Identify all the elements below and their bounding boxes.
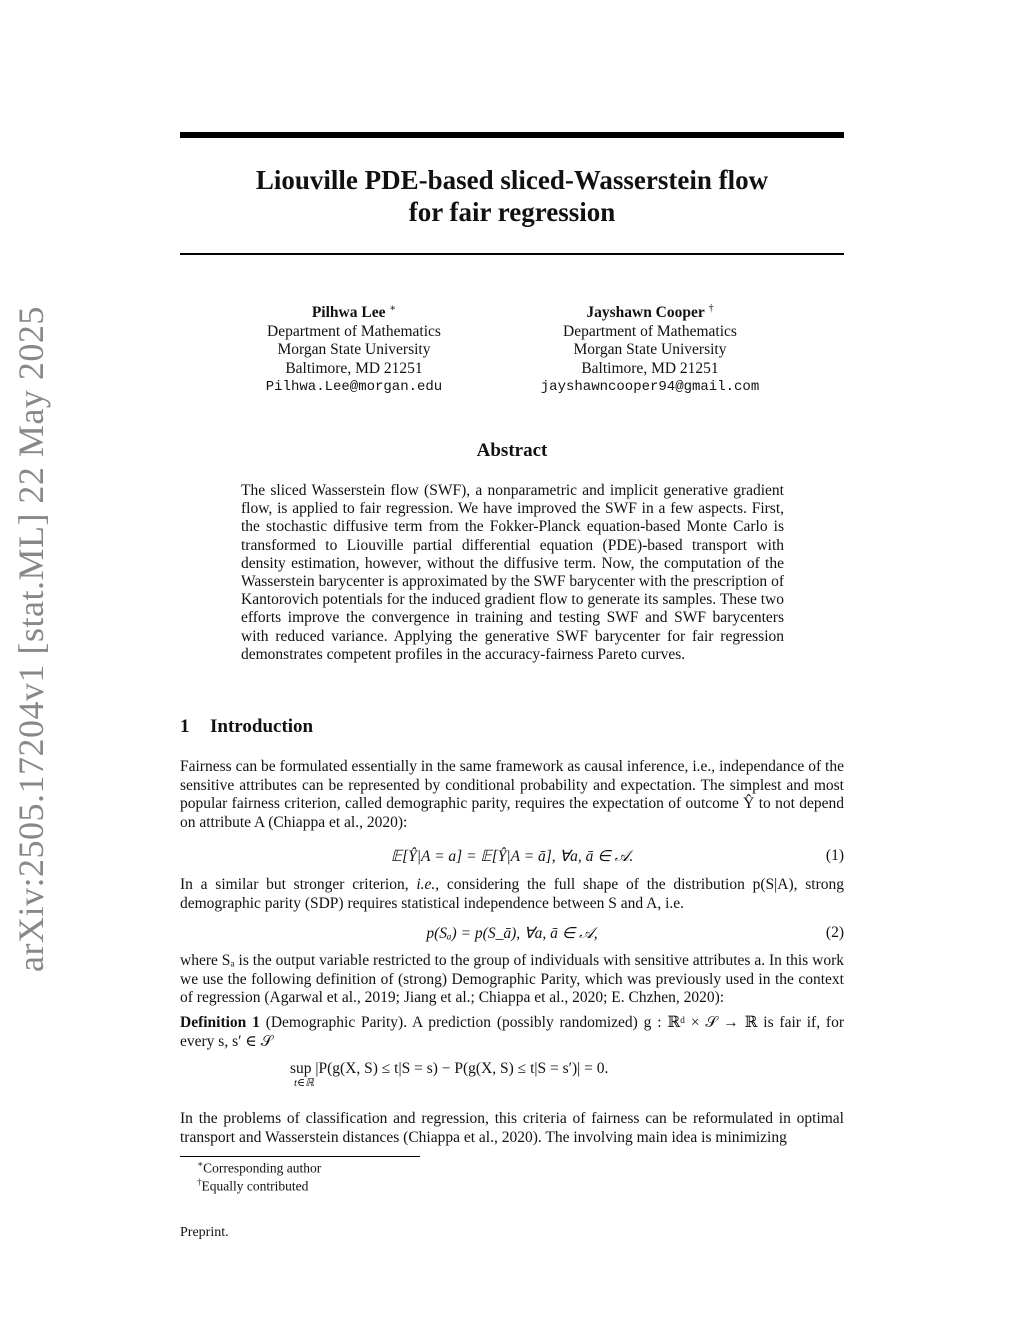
footnote-text: Corresponding author <box>203 1160 322 1176</box>
author-dept: Department of Mathematics <box>267 322 441 340</box>
definition-label: Definition 1 <box>180 1014 260 1031</box>
author-mark: † <box>708 303 714 314</box>
equation-1 <box>180 847 844 869</box>
definition-text: A prediction (possibly randomized) g : ℝᵈ × 𝒮 → ℝ is fair if, for every s, s′ ∈ 𝒮 <box>180 1014 844 1050</box>
footnote-2 <box>197 1177 308 1195</box>
footnote-mark: ∗ <box>197 1159 204 1169</box>
author-block-2 <box>485 300 815 397</box>
definition-1 <box>180 1014 844 1051</box>
p2-ie: i.e. <box>416 876 436 893</box>
abstract-text: The sliced Wasserstein flow (SWF), a nonparametric and implicit generative gradient flow, is applied to fair regression. We have improved the SWF in a few aspects. First, the stochastic diffusive term from the Fokker-Planck equation-based Monte Carlo is transformed to Liouville partial differential equation (PDE)-based transport with density estimation, however, without the diffusive term. Now, the computation of the Wasserstein barycenter is approximated by the SWF barycenter with the prescription of Kantorovich potentials for the induced gradient flow to generate its samples. These two efforts improve the convergence in training and testing SWF and SWF barycenters with reduced variance. Applying the generative SWF barycenter for fair regression demonstrates competent profiles in the accuracy-fairness Pareto curves. <box>241 482 784 663</box>
footnote-rule <box>180 1156 420 1157</box>
intro-paragraph-3: where Sₐ is the output variable restricted to the group of individuals with sensitive attributes a. In this work we use the following definition of (strong) Demographic Parity, which was previously used in the context of regression (Agarwal et al., 2019; Jiang et al.; Chiappa et al., 2020; E. Chzhen, 2020): <box>180 952 844 1006</box>
paper-title <box>180 164 844 228</box>
author-block-1 <box>189 300 519 397</box>
section-number: 1 <box>180 716 190 737</box>
arxiv-identifier: arXiv:2505.17204v1 [stat.ML] 22 May 2025 <box>11 306 51 972</box>
author-dept: Department of Mathematics <box>563 322 737 340</box>
definition-equation <box>290 1060 608 1089</box>
author-mark: ∗ <box>389 303 397 314</box>
title-top-rule <box>180 132 844 138</box>
equation-2-number: (2) <box>825 924 844 941</box>
footnote-1 <box>197 1159 321 1177</box>
section-title: Introduction <box>210 716 314 737</box>
equation-2-body: p(Sₐ) = p(S_ā), ∀a, ā ∈ 𝒜, <box>426 925 598 942</box>
section-heading <box>180 716 313 738</box>
equation-1-body: 𝔼[Ŷ|A = a] = 𝔼[Ŷ|A = ā], ∀a, ā ∈ 𝒜. <box>390 848 634 865</box>
p2-start: In a similar but stronger criterion, <box>180 876 417 893</box>
author-city: Baltimore, MD 21251 <box>285 359 423 377</box>
abstract-heading: Abstract <box>476 440 548 461</box>
author-email[interactable]: Pilhwa.Lee@morgan.edu <box>265 379 443 396</box>
author-city: Baltimore, MD 21251 <box>581 359 719 377</box>
footnote-mark: † <box>197 1177 202 1187</box>
title-bottom-rule <box>180 253 844 255</box>
definition-equation-subscript: t∈ℝ <box>294 1077 314 1089</box>
author-name: Jayshawn Cooper <box>586 304 705 322</box>
equation-2 <box>180 924 844 946</box>
title-line-2: for fair regression <box>408 197 616 227</box>
p2-end: , considering the full shape of the distribution p(S|A), strong demographic parity (SDP) requires statistical independence between S and A, i.e. <box>180 876 844 912</box>
intro-paragraph-2 <box>180 876 844 913</box>
footer-preprint: Preprint. <box>180 1225 229 1240</box>
author-email[interactable]: jayshawncooper94@gmail.com <box>540 379 760 396</box>
intro-paragraph-4: In the problems of classification and regression, this criteria of fairness can be reformulated in optimal transport and Wasserstein distances (Chiappa et al., 2020). The involving main idea is minimizing <box>180 1110 844 1146</box>
title-line-1: Liouville PDE-based sliced-Wasserstein flow <box>255 165 769 195</box>
author-name: Pilhwa Lee <box>311 304 386 322</box>
definition-equation-body: sup |P(g(X, S) ≤ t|S = s) − P(g(X, S) ≤ t|S = s′)| = 0. <box>290 1060 609 1077</box>
footnote-text: Equally contributed <box>201 1178 309 1194</box>
definition-name: (Demographic Parity). <box>259 1014 408 1031</box>
equation-1-number: (1) <box>825 847 844 864</box>
author-univ: Morgan State University <box>277 341 431 359</box>
author-univ: Morgan State University <box>573 341 727 359</box>
intro-paragraph-1: Fairness can be formulated essentially in the same framework as causal inference, i.e., independance of the sensitive attributes can be represented by conditional probability and expectation. The simplest and most popular fairness criterion, called demographic parity, requires the expectation of outcome Ŷ to not depend on attribute A (Chiappa et al., 2020): <box>180 758 844 831</box>
